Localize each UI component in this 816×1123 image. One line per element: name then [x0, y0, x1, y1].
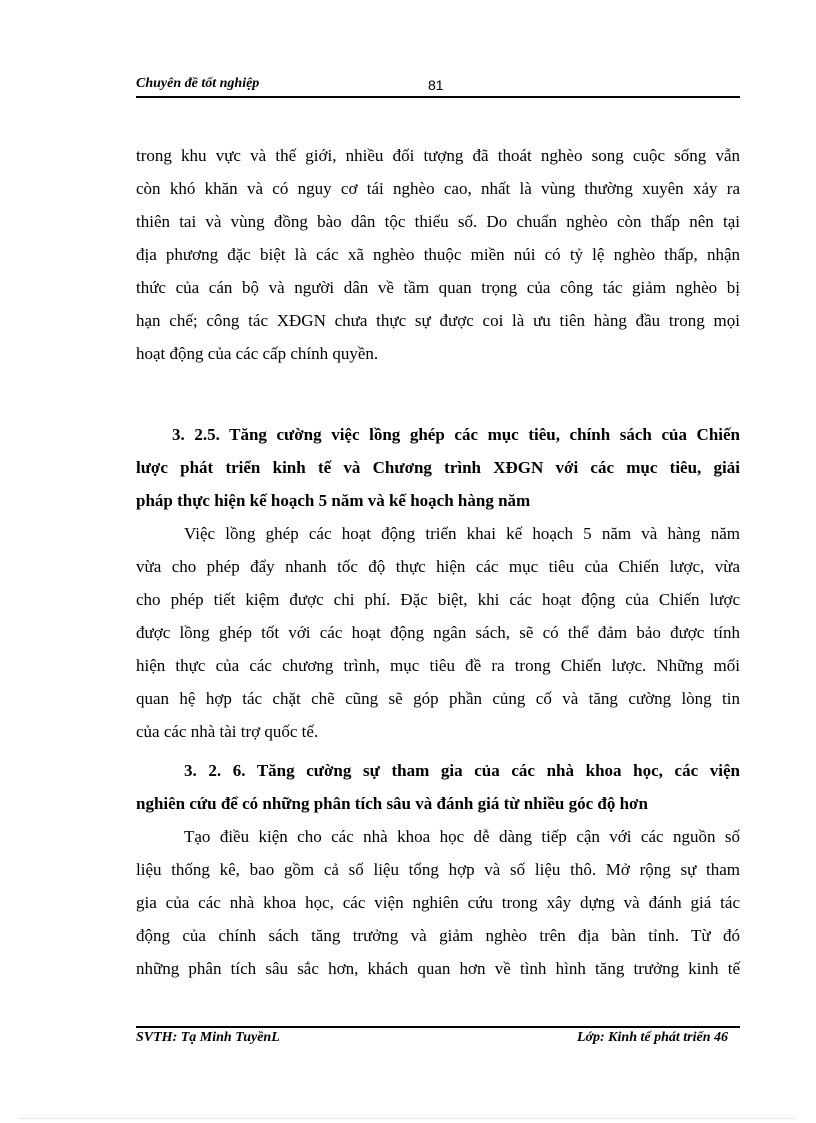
text-line: Tạo điều kiện cho các nhà khoa học dễ dàng tiếp cận với các nguồn số — [184, 827, 740, 846]
text-line: thiên tai và vùng đồng bào dân tộc thiểu số. Do chuẩn nghèo còn thấp nên tại — [136, 212, 740, 231]
text-line: Việc lồng ghép các hoạt động triển khai kế hoạch 5 năm và hàng năm — [184, 524, 740, 543]
text-line: những phân tích sâu sắc hơn, khách quan hơn về tình hình tăng trưởng kinh tế — [136, 959, 740, 978]
page-content — [136, 139, 740, 985]
heading-line: pháp thực hiện kế hoạch 5 năm và kế hoạch hàng năm — [136, 491, 531, 510]
document-title: Chuyên đề tốt nghiệp — [136, 76, 260, 91]
text-line: thức của cán bộ và người dân về tầm quan trọng của công tác giảm nghèo bị — [136, 278, 740, 297]
text-line: hoạt động của các cấp chính quyền. — [136, 344, 379, 363]
text-line: trong khu vực và thế giới, nhiều đối tượng đã thoát nghèo song cuộc sống vẫn — [136, 146, 740, 165]
text-line: hạn chế; công tác XĐGN chưa thực sự được coi là ưu tiên hàng đầu trong mọi — [136, 311, 740, 330]
heading-line: 3. 2. 6. Tăng cường sự tham gia của các nhà khoa học, các viện — [184, 761, 740, 780]
page-footer — [136, 1030, 740, 1050]
heading-line: 3. 2.5. Tăng cường việc lồng ghép các mục tiêu, chính sách của Chiến — [172, 425, 740, 444]
text-line: còn khó khăn và có nguy cơ tái nghèo cao, nhất là vùng thường xuyên xảy ra — [136, 179, 740, 198]
heading-line: nghiên cứu để có những phân tích sâu và đánh giá từ nhiều góc độ hơn — [136, 794, 648, 813]
text-line: của các nhà tài trợ quốc tế. — [136, 722, 319, 741]
paragraph-3-2-5 — [136, 517, 740, 748]
page-edge-dots — [20, 1118, 796, 1119]
text-line: gia của các nhà khoa học, các viện nghiên cứu trong xây dựng và đánh giá tác — [136, 893, 740, 912]
text-line: hiện thực của các chương trình, mục tiêu đề ra trong Chiến lược. Những mối — [136, 656, 740, 675]
section-spacer — [136, 370, 740, 418]
student-name: SVTH: Tạ Minh TuyềnL — [136, 1030, 280, 1045]
page-number: 81 — [428, 77, 444, 93]
text-line: được lồng ghép tốt với các hoạt động ngân sách, sẽ có thể đảm bảo được tính — [136, 623, 740, 642]
text-line: liệu thống kê, bao gồm cả số liệu tổng hợp và số liệu thô. Mở rộng sự tham — [136, 860, 740, 879]
paragraph-3-2-6 — [136, 820, 740, 985]
text-line: vừa cho phép đẩy nhanh tốc độ thực hiện các mục tiêu của Chiến lược, vừa — [136, 557, 740, 576]
paragraph-intro — [136, 139, 740, 370]
section-heading-3-2-5 — [136, 418, 740, 517]
footer-rule — [136, 1026, 740, 1028]
text-line: quan hệ hợp tác chặt chẽ cũng sẽ góp phần củng cố và tăng cường lòng tin — [136, 689, 740, 708]
text-line: cho phép tiết kiệm được chi phí. Đặc biệt, khi các hoạt động của Chiến lược — [136, 590, 740, 609]
class-name: Lớp: Kinh tế phát triển 46 — [576, 1030, 728, 1045]
text-line: địa phương đặc biệt là các xã nghèo thuộc miền núi có tỷ lệ nghèo thấp, nhận — [136, 245, 740, 264]
heading-line: lược phát triển kinh tế và Chương trình XĐGN với các mục tiêu, giải — [136, 458, 740, 477]
header-rule — [136, 96, 740, 98]
text-line: động của chính sách tăng trưởng và giảm nghèo trên địa bàn tỉnh. Từ đó — [136, 926, 740, 945]
section-heading-3-2-6 — [136, 754, 740, 820]
page-header — [136, 76, 740, 96]
